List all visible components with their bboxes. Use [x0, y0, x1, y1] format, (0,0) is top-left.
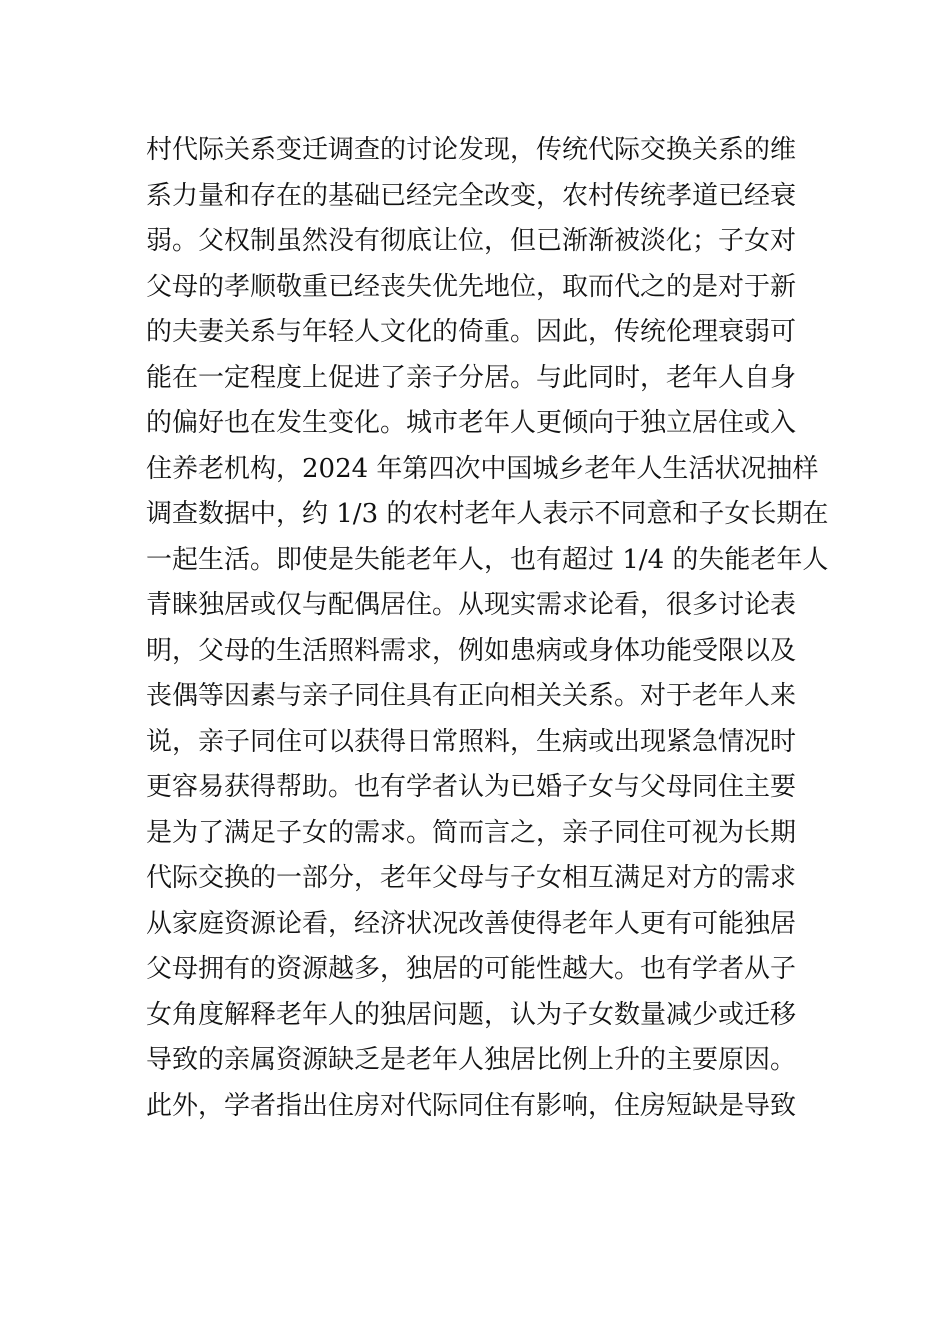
text-line: 住养老机构，2024 年第四次中国城乡老年人生活状况抽样: [146, 453, 819, 484]
text-line: 说，亲子同住可以获得日常照料，生病或出现紧急情况时: [146, 726, 797, 757]
text-line: 丧偶等因素与亲子同住具有正向相关关系。对于老年人来: [146, 681, 797, 711]
text-line: 村代际关系变迁调查的讨论发现，传统代际交换关系的维: [146, 135, 797, 165]
text-line: 明，父母的生活照料需求，例如患病或身体功能受限以及: [146, 635, 797, 666]
text-line: 从家庭资源论看，经济状况改善使得老年人更有可能独居: [146, 908, 797, 939]
text-line: 的偏好也在发生变化。城市老年人更倾向于独立居住或入: [146, 408, 797, 438]
text-line: 导致的亲属资源缺乏是老年人独居比例上升的主要原因。: [146, 1045, 797, 1075]
text-line: 一起生活。即使是失能老年人，也有超过 1/4 的失能老年人: [146, 544, 829, 575]
text-line: 弱。父权制虽然没有彻底让位，但已渐渐被淡化；子女对: [146, 226, 797, 256]
text-line: 青睐独居或仅与配偶居住。从现实需求论看，很多讨论表: [146, 590, 797, 620]
body-text: [146, 128, 829, 1129]
text-line: 调查数据中，约 1/3 的农村老年人表示不同意和子女长期在: [146, 499, 829, 529]
text-line: 是为了满足子女的需求。简而言之，亲子同住可视为长期: [146, 817, 797, 848]
text-line: 的夫妻关系与年轻人文化的倚重。因此，传统伦理衰弱可: [146, 317, 797, 347]
text-line: 父母拥有的资源越多，独居的可能性越大。也有学者从子: [146, 954, 797, 984]
text-line: 能在一定程度上促进了亲子分居。与此同时，老年人自身: [146, 362, 797, 393]
text-line: 父母的孝顺敬重已经丧失优先地位，取而代之的是对于新: [146, 271, 797, 302]
text-line: 此外，学者指出住房对代际同住有影响，住房短缺是导致: [146, 1090, 797, 1121]
text-line: 系力量和存在的基础已经完全改变，农村传统孝道已经衰: [146, 180, 797, 211]
text-line: 更容易获得帮助。也有学者认为已婚子女与父母同住主要: [146, 772, 797, 802]
text-line: 代际交换的一部分，老年父母与子女相互满足对方的需求: [146, 863, 797, 893]
text-line: 女角度解释老年人的独居问题，认为子女数量减少或迁移: [146, 999, 797, 1030]
